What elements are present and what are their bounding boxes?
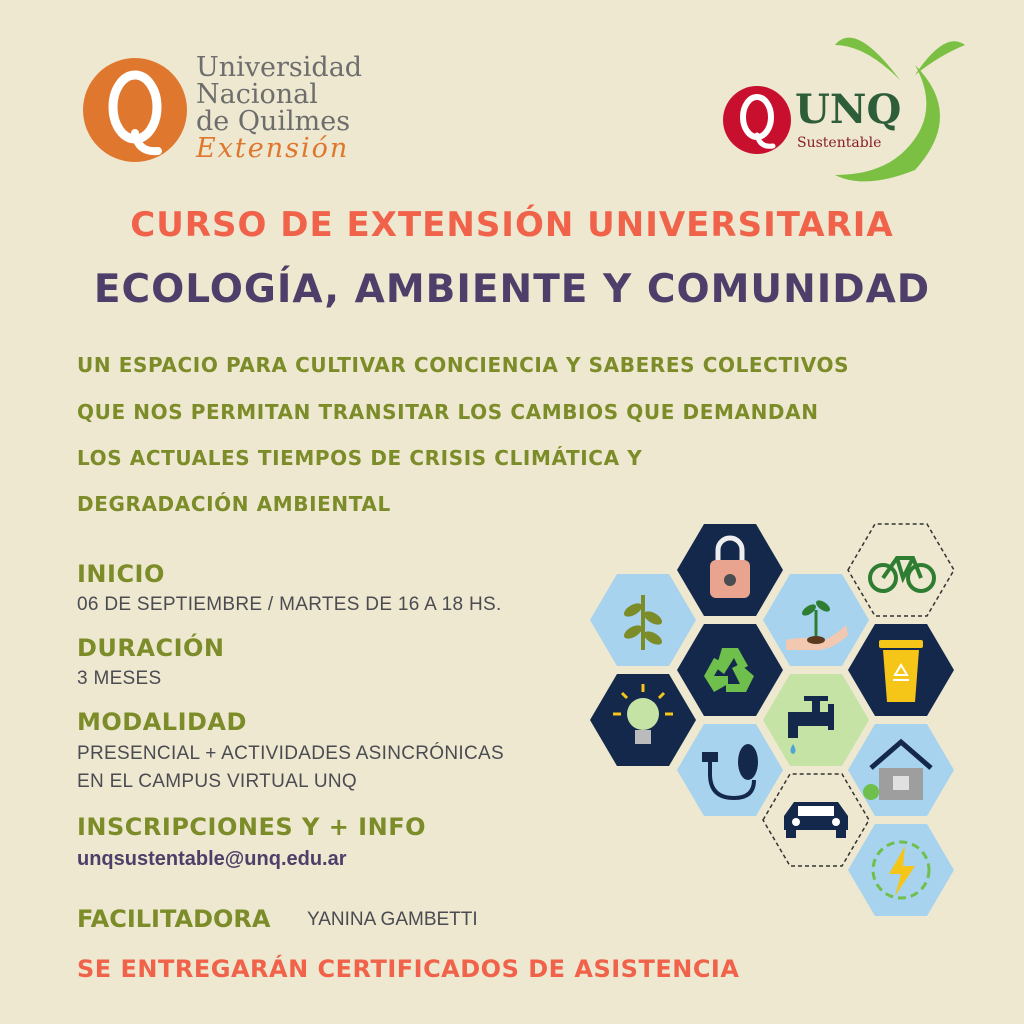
course-name-title: ECOLOGÍA, AMBIENTE Y COMUNIDAD bbox=[93, 267, 931, 312]
modalidad-value-1: PRESENCIAL + ACTIVIDADES ASINCRÓNICAS bbox=[77, 743, 504, 764]
unq-sustentable-logo bbox=[715, 25, 975, 185]
bicycle-icon bbox=[848, 524, 954, 616]
plug-leaf-icon bbox=[677, 724, 783, 816]
inicio-value: 06 DE SEPTIEMBRE / MARTES DE 16 A 18 HS. bbox=[77, 594, 502, 615]
plant-hand-icon bbox=[763, 574, 869, 666]
modalidad-value-2: EN EL CAMPUS VIRTUAL UNQ bbox=[77, 771, 357, 792]
recycle-bin-icon bbox=[848, 624, 954, 716]
recycle-icon bbox=[677, 624, 783, 716]
q-logo-icon bbox=[80, 55, 190, 165]
sustentable-tagline: Sustentable bbox=[797, 135, 882, 151]
house-icon bbox=[848, 724, 954, 816]
inscripciones-label: INSCRIPCIONES Y + INFO bbox=[77, 813, 426, 841]
padlock-icon bbox=[677, 524, 783, 616]
description-line-4: DEGRADACIÓN AMBIENTAL bbox=[77, 492, 391, 516]
university-line-2: Nacional bbox=[196, 79, 318, 110]
university-extension: Extensión bbox=[196, 133, 350, 164]
lightbulb-icon bbox=[590, 674, 696, 766]
sprout-icon bbox=[590, 574, 696, 666]
lightning-icon bbox=[848, 824, 954, 916]
certificate-notice: SE ENTREGARÁN CERTIFICADOS DE ASISTENCIA bbox=[77, 955, 740, 983]
faucet-icon bbox=[763, 674, 869, 766]
eco-icons-cluster bbox=[585, 520, 965, 920]
university-wordmark bbox=[196, 54, 362, 162]
university-line-1: Universidad bbox=[196, 52, 363, 83]
university-line-3: de Quilmes bbox=[196, 106, 351, 137]
description-line-1: UN ESPACIO PARA CULTIVAR CONCIENCIA Y SABERES COLECTIVOS bbox=[77, 353, 850, 377]
facilitadora-label: FACILITADORA bbox=[77, 905, 271, 933]
inicio-label: INICIO bbox=[77, 560, 165, 588]
sustentable-name: UNQ bbox=[795, 86, 902, 133]
duracion-value: 3 MESES bbox=[77, 668, 162, 689]
description-line-2: QUE NOS PERMITAN TRANSITAR LOS CAMBIOS QUE DEMANDAN bbox=[77, 400, 819, 424]
modalidad-label: MODALIDAD bbox=[77, 708, 247, 736]
contact-email[interactable]: unqsustentable@unq.edu.ar bbox=[77, 848, 347, 870]
course-type-title: CURSO DE EXTENSIÓN UNIVERSITARIA bbox=[130, 205, 894, 245]
facilitadora-name: YANINA GAMBETTI bbox=[307, 909, 478, 930]
car-icon bbox=[763, 774, 869, 866]
description-line-3: LOS ACTUALES TIEMPOS DE CRISIS CLIMÁTICA Y bbox=[77, 446, 643, 470]
duracion-label: DURACIÓN bbox=[77, 634, 225, 662]
